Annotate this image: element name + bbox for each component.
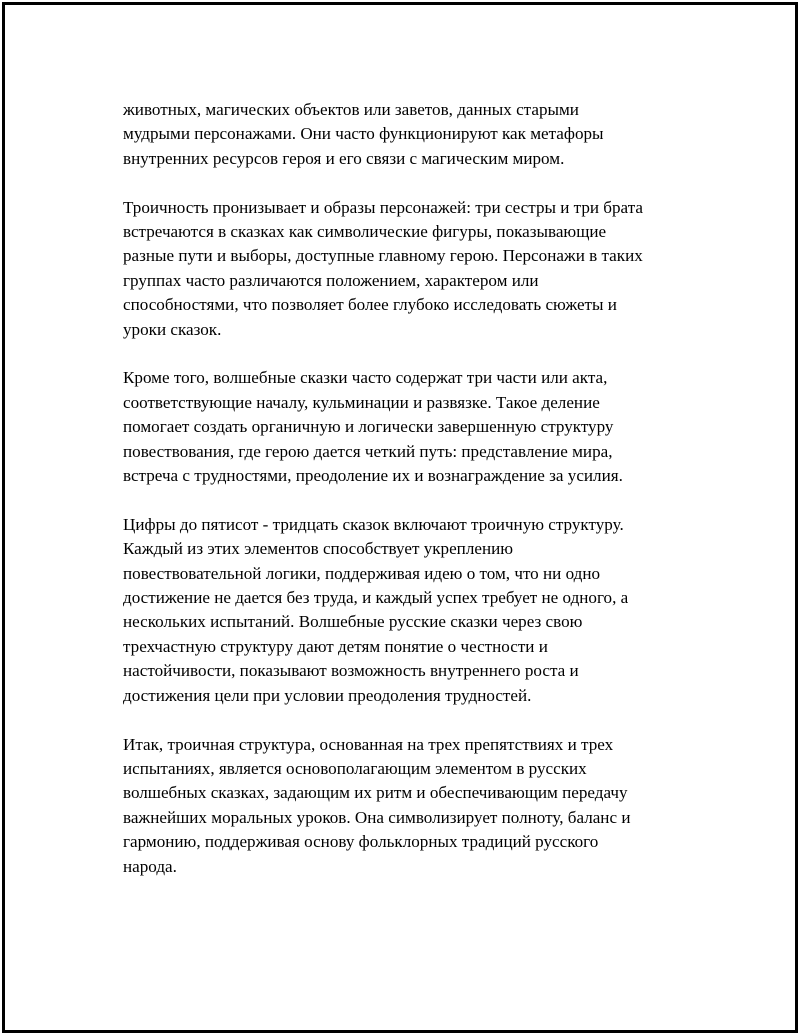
text-line: важнейших моральных уроков. Она символизирует полноту, баланс и	[123, 807, 631, 827]
text-line: внутренних ресурсов героя и его связи с магическим миром.	[123, 148, 565, 168]
text-line: соответствующие началу, кульминации и развязке. Такое деление	[123, 392, 600, 412]
paragraph-4	[123, 513, 693, 708]
text-line: Кроме того, волшебные сказки часто содержат три части или акта,	[123, 368, 608, 388]
text-line: встреча с трудностями, преодоление их и вознаграждение за усилия.	[123, 466, 623, 486]
page-frame	[2, 2, 798, 1033]
text-line: достижения цели при условии преодоления трудностей.	[123, 685, 532, 705]
text-line: Итак, троичная структура, основанная на трех препятствиях и трех	[123, 734, 614, 754]
document-body	[123, 98, 693, 903]
text-line: разные пути и выборы, доступные главному герою. Персонажи в таких	[123, 246, 643, 266]
text-line: мудрыми персонажами. Они часто функционируют как метафоры	[123, 124, 604, 144]
text-line: помогает создать органичную и логически завершенную структуру	[123, 417, 614, 437]
text-line: волшебных сказках, задающим их ритм и обеспечивающим передачу	[123, 783, 628, 803]
text-line: уроки сказок.	[123, 319, 222, 339]
paragraph-5	[123, 733, 693, 879]
text-line: Каждый из этих элементов способствует укреплению	[123, 539, 514, 559]
paragraph-2	[123, 196, 693, 342]
text-line: способностями, что позволяет более глубоко исследовать сюжеты и	[123, 295, 617, 315]
text-line: настойчивости, показывают возможность внутреннего роста и	[123, 661, 579, 681]
text-line: трехчастную структуру дают детям понятие о честности и	[123, 636, 548, 656]
text-line: встречаются в сказках как символические фигуры, показывающие	[123, 222, 607, 242]
text-line: группах часто различаются положением, характером или	[123, 270, 539, 290]
text-line: нескольких испытаний. Волшебные русские сказки через свою	[123, 612, 583, 632]
text-line: животных, магических объектов или заветов, данных старыми	[123, 100, 579, 119]
text-line: повествовательной логики, поддерживая идею о том, что ни одно	[123, 563, 601, 583]
text-line: народа.	[123, 856, 177, 876]
text-line: достижение не дается без труда, и каждый успех требует не одного, а	[123, 588, 629, 608]
paragraph-1	[123, 98, 693, 171]
text-line: Цифры до пятисот - тридцать сказок включают троичную структуру.	[123, 514, 624, 534]
text-line: Троичность пронизывает и образы персонажей: три сестры и три брата	[123, 197, 643, 217]
paragraph-3	[123, 366, 693, 488]
text-line: повествования, где герою дается четкий путь: представление мира,	[123, 441, 613, 461]
text-line: испытаниях, является основополагающим элементом в русских	[123, 758, 587, 778]
text-line: гармонию, поддерживая основу фольклорных традиций русского	[123, 832, 599, 852]
